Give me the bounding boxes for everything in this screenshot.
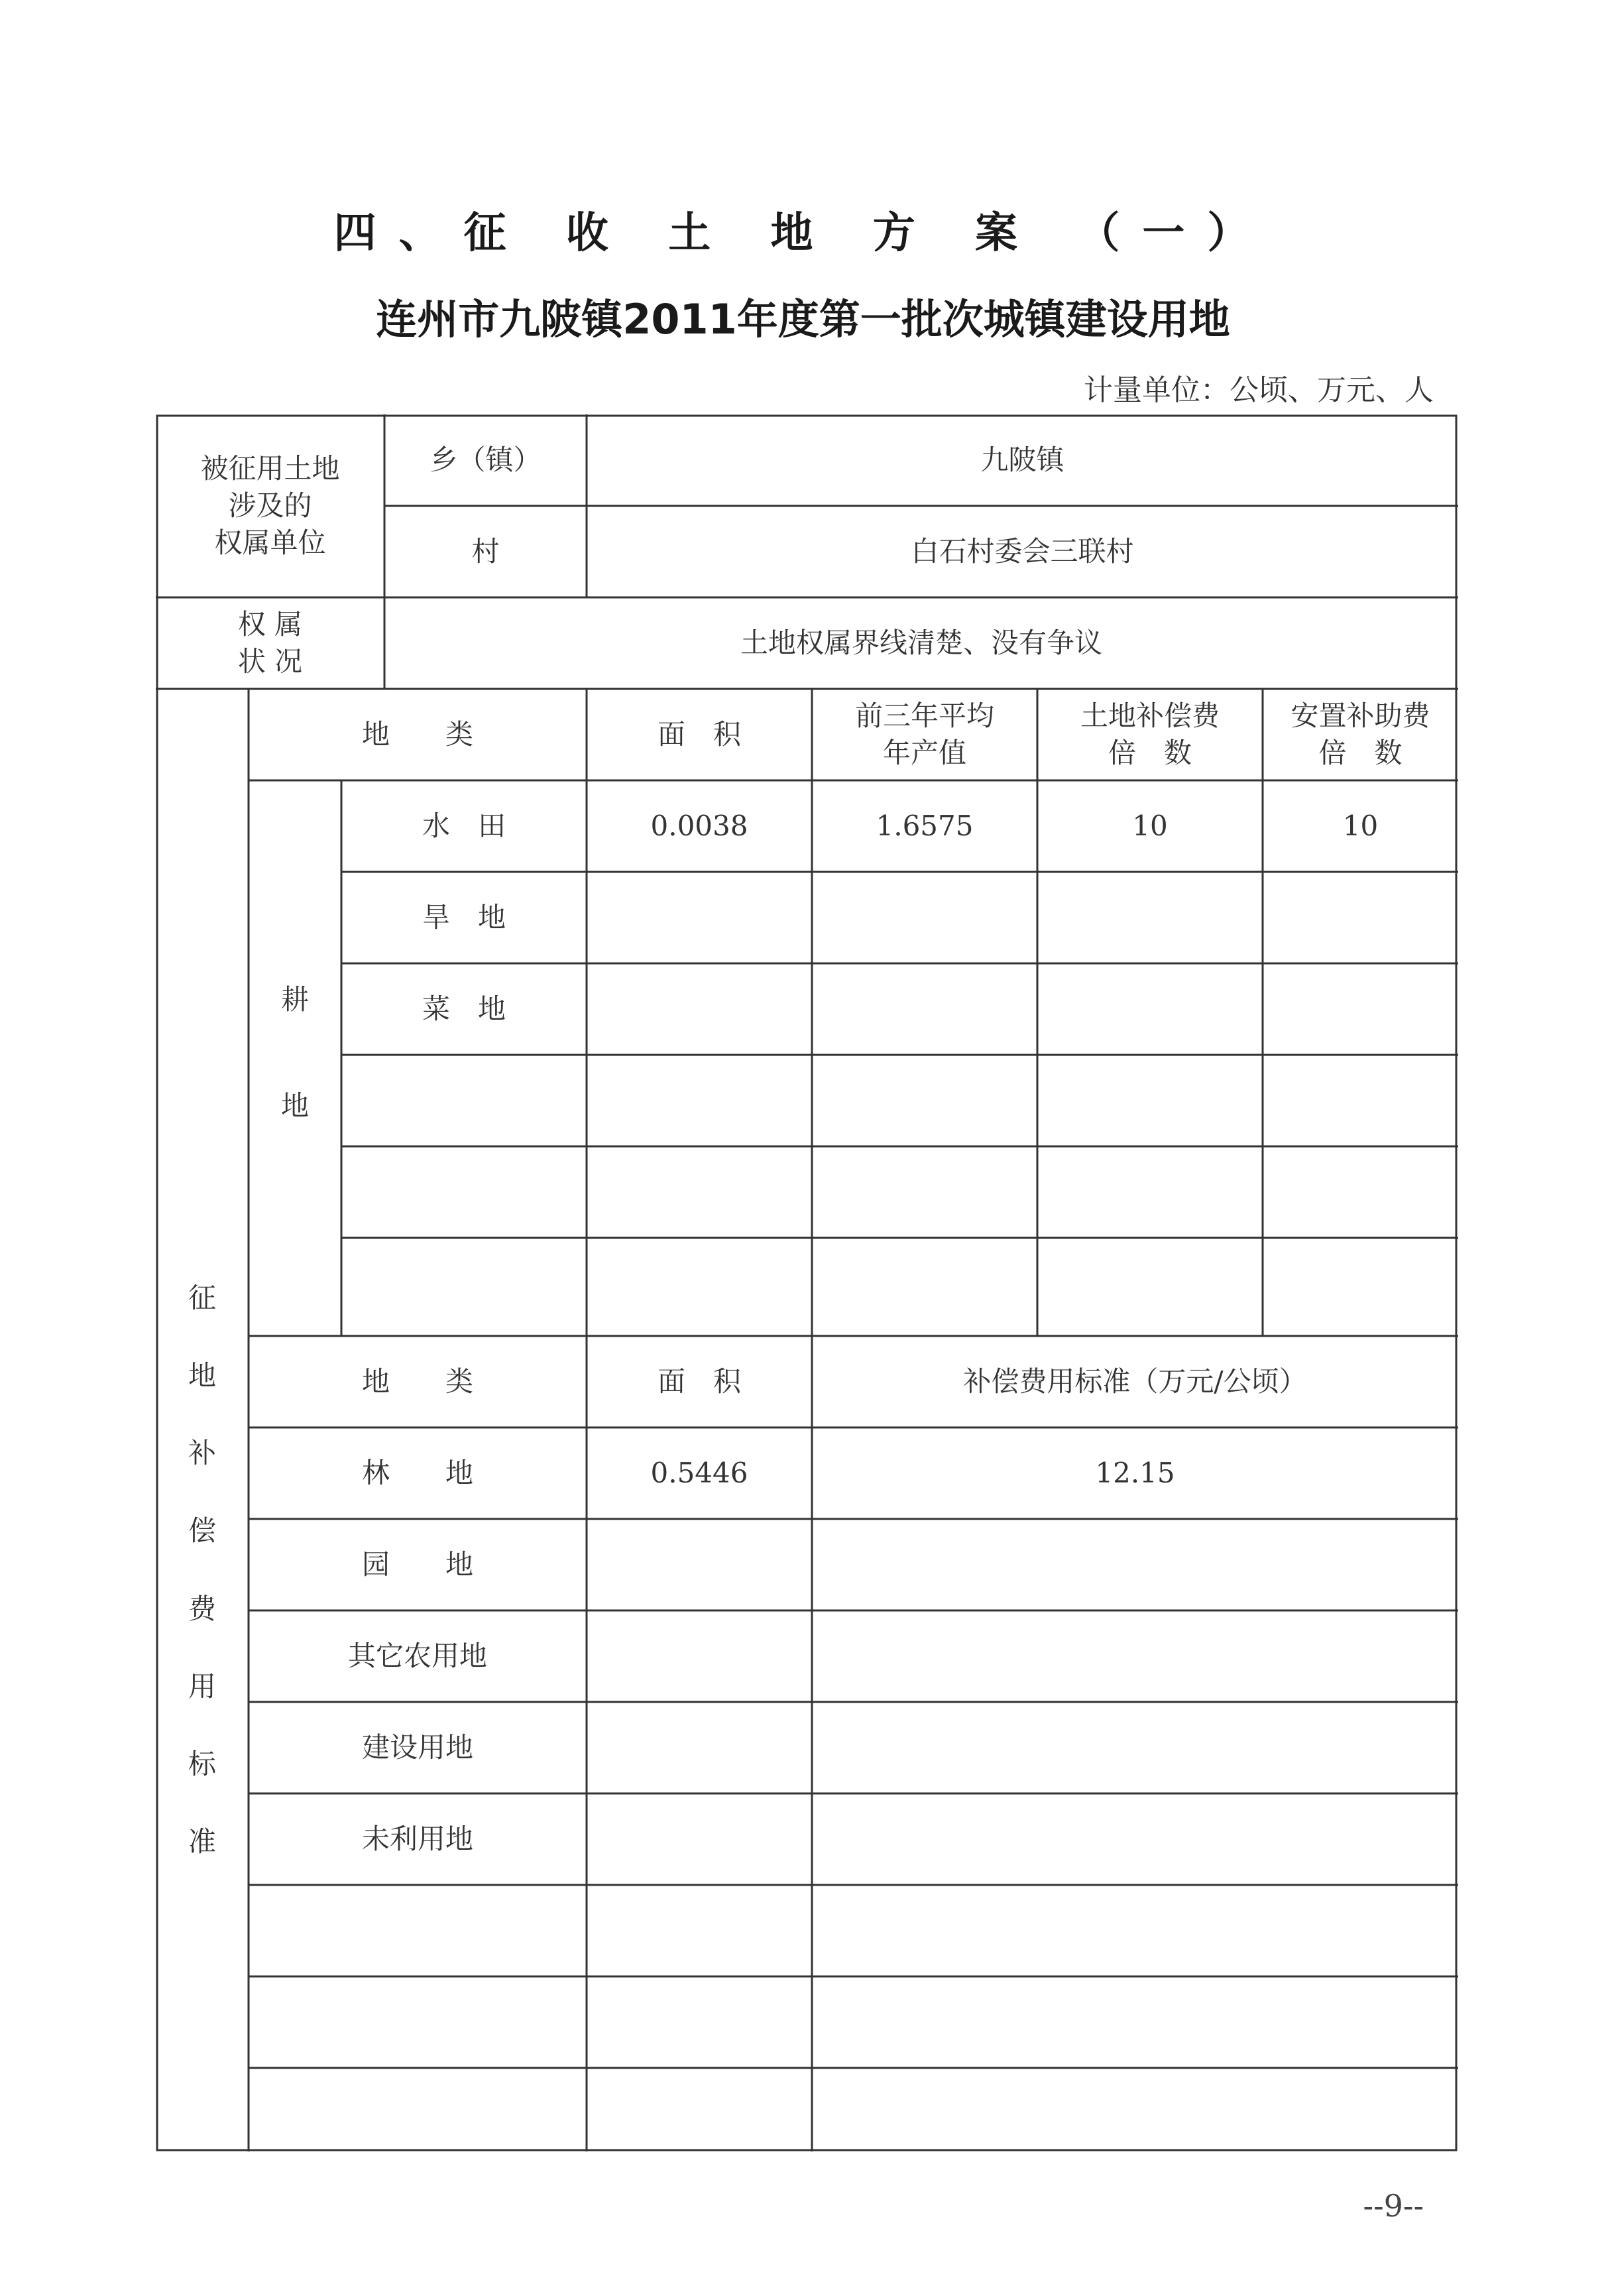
side-char: 用	[188, 1669, 216, 1703]
other-standard: 12.15	[1095, 1457, 1175, 1489]
header-comp-multiple: 土地补偿费 倍 数	[1080, 699, 1220, 769]
cultivated-comp-multiple: 10	[1132, 810, 1168, 842]
other-type: 未利用地	[361, 1823, 473, 1855]
header-resettle-multiple: 安置补助费 倍 数	[1291, 699, 1430, 769]
other-type: 园 地	[361, 1548, 473, 1581]
cultivated-type: 水 田	[422, 810, 506, 842]
other-type: 其它农用地	[347, 1640, 487, 1672]
cultivated-avg-output: 1.6575	[876, 810, 974, 842]
village-label: 村	[471, 535, 500, 568]
cultivated-char: 地	[280, 1089, 309, 1122]
page-number: --9--	[1363, 2188, 1424, 2224]
side-char: 补	[188, 1437, 216, 1470]
header-land-type: 地 类	[361, 718, 473, 751]
cultivated-label	[249, 978, 341, 1124]
side-char: 费	[188, 1592, 216, 1625]
cultivated-resettle-multiple: 10	[1342, 810, 1379, 842]
ownership-label: 被征用土地 涉及的 权属单位	[200, 452, 340, 559]
township-value: 九陂镇	[980, 444, 1064, 476]
cultivated-type: 菜 地	[422, 993, 506, 1025]
cultivated-type: 旱 地	[422, 901, 506, 934]
status-label: 权 属 状 况	[237, 608, 303, 678]
land-acquisition-table	[156, 414, 1458, 2151]
cultivated-char: 耕	[280, 983, 309, 1016]
header2-land-type: 地 类	[361, 1365, 473, 1398]
header2-area: 面 积	[657, 1365, 741, 1398]
status-value: 土地权属界线清楚、没有争议	[740, 627, 1102, 659]
page-title: 四、征 收 土 地 方 案 （一）	[333, 209, 1273, 258]
header-area: 面 积	[657, 718, 741, 751]
cultivated-area: 0.0038	[650, 810, 748, 842]
side-char: 准	[188, 1825, 216, 1858]
header-avg-output: 前三年平均 年产值	[854, 699, 994, 769]
side-char: 征	[188, 1282, 216, 1314]
other-area: 0.5446	[650, 1457, 748, 1489]
other-type: 林 地	[361, 1457, 473, 1489]
header2-standard: 补偿费用标准（万元/公顷）	[963, 1365, 1307, 1398]
side-char: 偿	[188, 1514, 216, 1547]
compensation-side-label	[156, 1276, 249, 1860]
side-char: 地	[188, 1359, 216, 1392]
township-label: 乡（镇）	[430, 444, 542, 476]
other-type: 建设用地	[361, 1731, 473, 1764]
unit-note: 计量单位：公顷、万元、人	[1084, 373, 1434, 407]
page-subtitle: 连州市九陂镇2011年度第一批次城镇建设用地	[376, 295, 1230, 343]
side-char: 标	[188, 1747, 216, 1780]
village-value: 白石村委会三联村	[911, 535, 1134, 568]
